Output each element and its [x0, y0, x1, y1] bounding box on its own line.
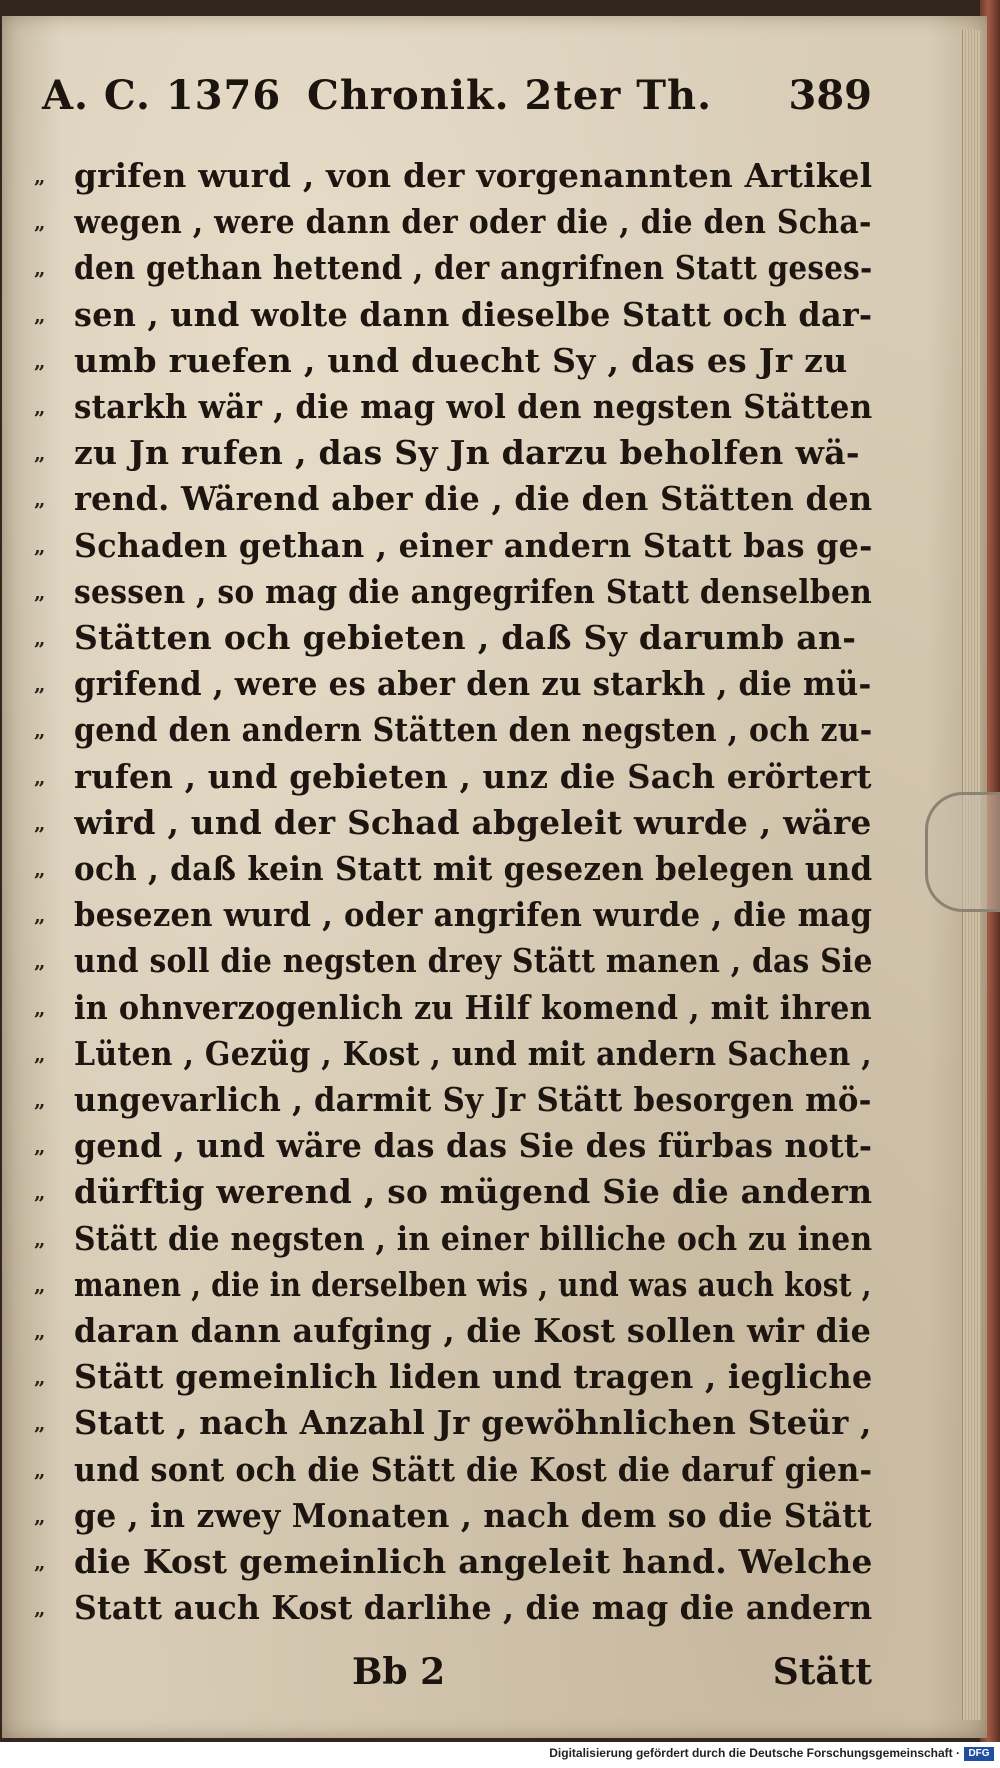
text-line [32, 202, 872, 242]
margin-quote-mark: „ [34, 857, 46, 881]
line-text: und sont och die Stätt die Kost die daruf gien- [74, 1449, 873, 1489]
text-line [32, 1219, 872, 1259]
margin-quote-mark: „ [34, 1550, 46, 1574]
line-text: grifen wurd , von der vorgenannten Artikel [74, 156, 873, 195]
line-text: grifend , were es aber den zu starkh , die mü- [74, 664, 872, 704]
margin-quote-mark: „ [34, 1088, 46, 1112]
line-text: rufen , und gebieten , unz die Sach erörtert [74, 756, 872, 796]
credit-bar [0, 1742, 1000, 1768]
line-text: och , daß kein Statt mit gesezen belegen und [74, 849, 873, 888]
margin-quote-mark: „ [34, 1319, 46, 1343]
margin-quote-mark: „ [34, 810, 46, 835]
line-text: umb ruefen , und duecht Sy , das es Jr zu [74, 340, 848, 380]
page-clip-tab [925, 792, 1000, 912]
margin-quote-mark: „ [34, 1596, 46, 1621]
margin-quote-mark: „ [34, 210, 46, 235]
line-text: Statt , nach Anzahl Jr gewöhnlichen Steür , [74, 1403, 872, 1443]
line-text: Stätten och gebieten , daß Sy darumb an- [74, 618, 857, 657]
text-line [32, 710, 872, 750]
margin-quote-mark: „ [34, 949, 46, 974]
line-text: Schaden gethan , einer andern Statt bas ge- [74, 525, 873, 565]
line-text: ungevarlich , darmit Sy Jr Stätt besorgen mö- [74, 1080, 872, 1119]
text-line [32, 295, 872, 335]
line-text: in ohnverzogenlich zu Hilf komend , mit ihren [74, 987, 872, 1027]
margin-quote-mark: „ [34, 256, 46, 281]
text-line [32, 849, 872, 889]
sheet-signature: Bb 2 [352, 1651, 446, 1693]
text-line [32, 1403, 872, 1443]
text-line [32, 1496, 872, 1536]
text-line [32, 803, 872, 843]
line-text: sen , und wolte dann dieselbe Statt och dar- [74, 294, 873, 334]
text-line [32, 1542, 872, 1582]
text-line [32, 618, 872, 658]
margin-quote-mark: „ [34, 1503, 46, 1528]
text-line [32, 1588, 872, 1628]
line-text: Lüten , Gezüg , Kost , und mit andern Sachen , [74, 1033, 872, 1073]
page-footer [42, 1651, 872, 1711]
margin-quote-mark: „ [34, 718, 46, 743]
line-text: wegen , were dann der oder die , die den Scha- [74, 202, 872, 242]
text-line [32, 941, 872, 981]
line-text: den gethan hettend , der angrifnen Statt geses- [74, 248, 873, 288]
line-text: und soll die negsten drey Stätt manen , das Sie [74, 941, 873, 981]
margin-quote-mark: „ [34, 1041, 46, 1066]
margin-quote-mark: „ [34, 579, 46, 604]
text-line [32, 1357, 872, 1397]
running-header [42, 72, 872, 142]
margin-quote-mark: „ [34, 1180, 46, 1205]
text-line [32, 757, 872, 797]
page-number: 389 [788, 72, 872, 119]
margin-quote-mark: „ [34, 348, 46, 373]
line-text: dürftig werend , so mügend Sie die andern [74, 1172, 873, 1212]
funding-credit: Digitalisierung gefördert durch die Deutsche Forschungsgemeinschaft · [549, 1746, 960, 1760]
line-text: ge , in zwey Monaten , nach dem so die Stätt [74, 1495, 872, 1535]
margin-quote-mark: „ [34, 1411, 46, 1436]
margin-quote-mark: „ [34, 764, 46, 789]
line-text: gend den andern Stätten den negsten , och zu- [74, 710, 873, 750]
text-line [32, 572, 872, 612]
line-text: manen , die in derselben wis , und was auch kost , [74, 1264, 872, 1304]
text-line [32, 988, 872, 1028]
text-line [32, 895, 872, 935]
text-line [32, 387, 872, 427]
margin-quote-mark: „ [34, 1226, 46, 1251]
line-text: besezen wurd , oder angrifen wurde , die mag [74, 895, 873, 935]
margin-quote-mark: „ [34, 672, 46, 697]
text-line [32, 341, 872, 381]
text-line [32, 526, 872, 566]
text-line [32, 1311, 872, 1351]
line-text: die Kost gemeinlich angeleit hand. Welche [74, 1542, 873, 1581]
text-line [32, 664, 872, 704]
line-text: zu Jn rufen , das Sy Jn darzu beholfen wä- [74, 433, 860, 473]
line-text: gend , und wäre das das Sie des fürbas nott- [74, 1126, 873, 1166]
margin-quote-mark: „ [34, 1272, 46, 1297]
margin-quote-mark: „ [34, 626, 46, 650]
line-text: wird , und der Schad abgeleit wurde , wäre [74, 802, 872, 842]
body-text [32, 156, 872, 1636]
margin-quote-mark: „ [34, 164, 46, 188]
text-line [32, 1126, 872, 1166]
dfg-logo-icon: DFG [964, 1747, 994, 1761]
margin-quote-mark: „ [34, 487, 46, 512]
line-text: Stätt die negsten , in einer billiche och zu inen [74, 1218, 873, 1258]
book-page [2, 16, 987, 1738]
text-line [32, 1172, 872, 1212]
text-line [32, 156, 872, 196]
line-text: sessen , so mag die angegrifen Statt denselben [74, 571, 873, 611]
catchword: Stätt [772, 1651, 872, 1693]
margin-quote-mark: „ [34, 1134, 46, 1159]
margin-quote-mark: „ [34, 995, 46, 1020]
line-text: daran dann aufging , die Kost sollen wir die [74, 1311, 872, 1350]
header-title: Chronik. 2ter Th. [307, 72, 713, 119]
text-line [32, 1265, 872, 1305]
margin-quote-mark: „ [34, 903, 46, 928]
line-text: rend. Wärend aber die , die den Stätten den [74, 479, 873, 519]
text-line [32, 1450, 872, 1490]
text-line [32, 433, 872, 473]
text-line [32, 1034, 872, 1074]
margin-quote-mark: „ [34, 1365, 46, 1390]
text-line [32, 248, 872, 288]
margin-quote-mark: „ [34, 1457, 46, 1482]
text-line [32, 1080, 872, 1120]
text-line [32, 479, 872, 519]
line-text: Statt auch Kost darlihe , die mag die andern [74, 1588, 873, 1628]
margin-quote-mark: „ [34, 395, 46, 419]
line-text: Stätt gemeinlich liden und tragen , iegliche [74, 1357, 873, 1397]
line-text: starkh wär , die mag wol den negsten Stätten [74, 387, 873, 426]
margin-quote-mark: „ [34, 302, 46, 327]
margin-quote-mark: „ [34, 441, 46, 466]
header-year: A. C. 1376 [42, 72, 282, 119]
margin-quote-mark: „ [34, 533, 46, 558]
